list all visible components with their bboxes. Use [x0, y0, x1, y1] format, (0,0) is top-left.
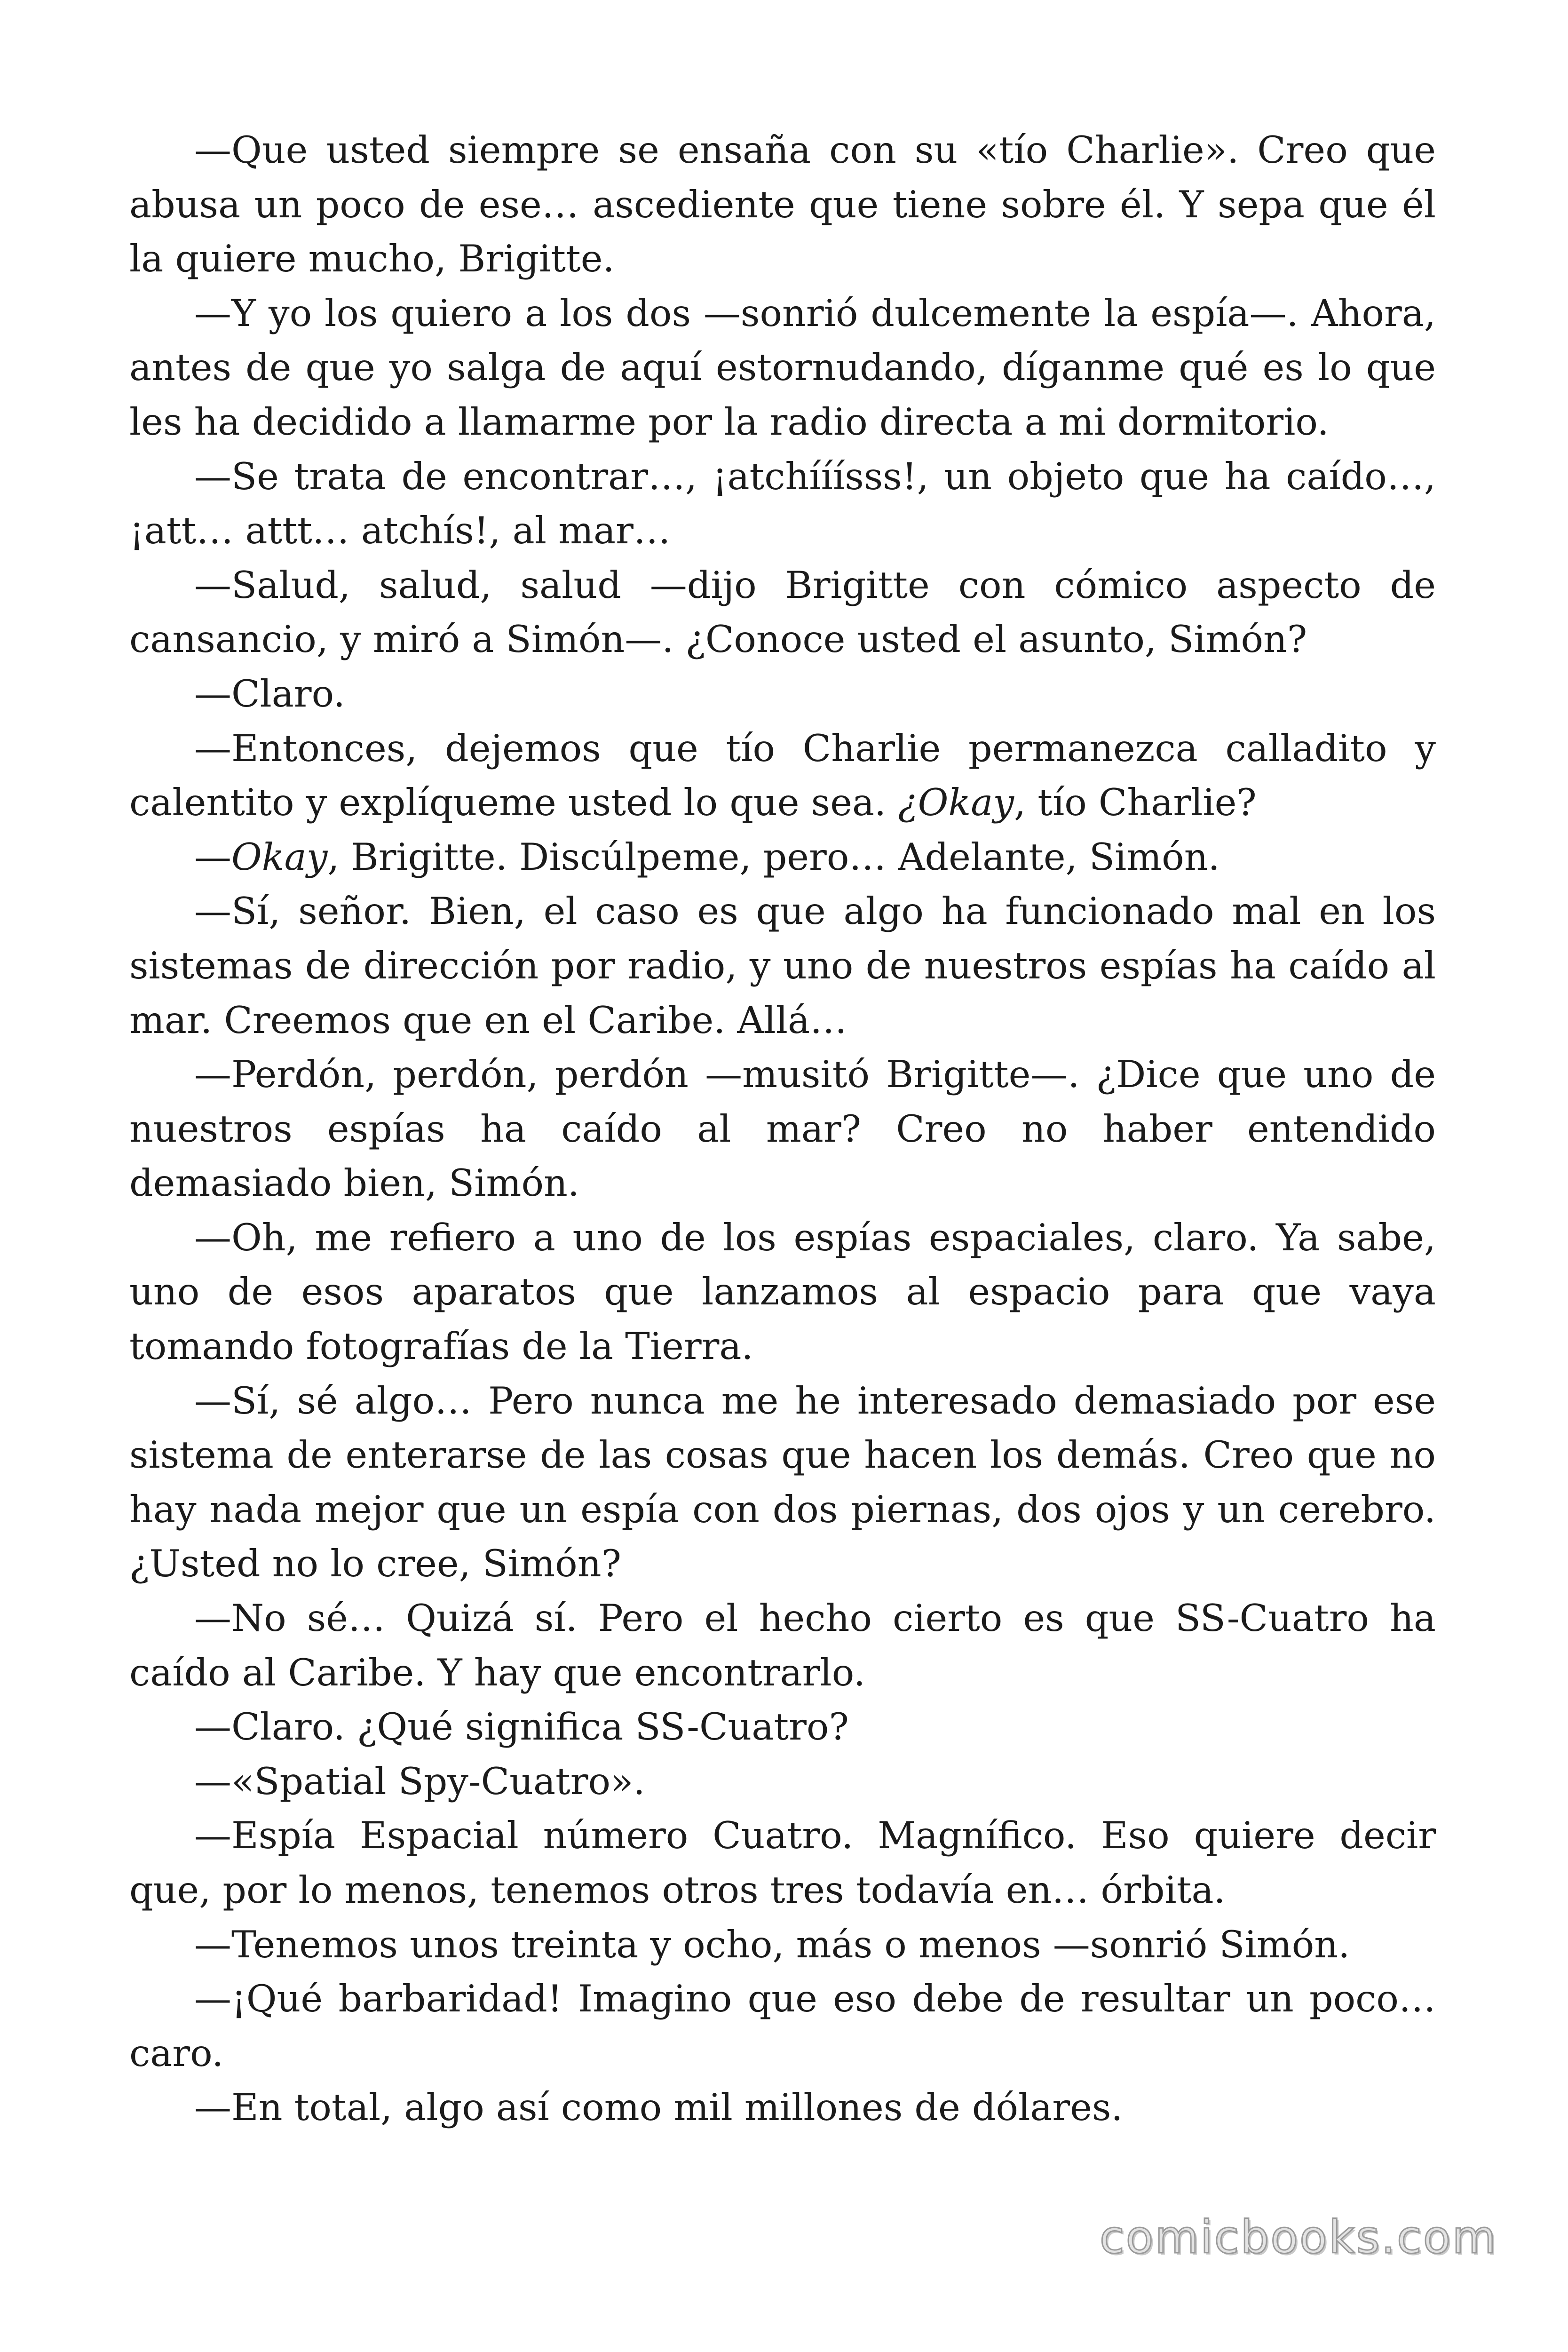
text-segment: —En total, algo así como mil millones de dólares.	[194, 2086, 1123, 2130]
text-segment: —Que usted siempre se ensaña con su «tío Charlie». Creo que abusa un poco de ese… ascediente que tiene sobre él. Y sepa que él la quiere mucho, Brigitte.	[129, 128, 1436, 281]
paragraph	[129, 450, 1436, 558]
paragraph	[129, 1918, 1436, 1972]
text-segment: —Tenemos unos treinta y ocho, más o menos —sonrió Simón.	[194, 1923, 1350, 1966]
text-segment: —	[194, 835, 231, 879]
italic-text-segment: ¿Okay	[898, 781, 1014, 825]
text-segment: —No sé… Quizá sí. Pero el hecho cierto es que SS-Cuatro ha caído al Caribe. Y hay que encontrarlo.	[129, 1597, 1436, 1694]
watermark: comicbooks.com	[1099, 2211, 1497, 2264]
text-segment: —Oh, me refiero a uno de los espías espaciales, claro. Ya sabe, uno de esos aparatos que lanzamos al espacio para que vaya tomando fotografías de la Tierra.	[129, 1216, 1436, 1368]
italic-text-segment: Okay	[231, 835, 328, 879]
text-segment: —Perdón, perdón, perdón —musitó Brigitte—. ¿Dice que uno de nuestros espías ha caído al mar? Creo no haber entendido demasiado bien, Simón.	[129, 1053, 1436, 1205]
text-segment: —Sí, sé algo… Pero nunca me he interesado demasiado por ese sistema de enterarse de las cosas que hacen los demás. Creo que no hay nada mejor que un espía con dos piernas, dos ojos y un cerebro. ¿Usted no lo cree, Simón?	[129, 1379, 1436, 1586]
text-segment: —¡Qué barbaridad! Imagino que eso debe de resultar un poco… caro.	[129, 1977, 1436, 2075]
text-segment: , tío Charlie?	[1014, 781, 1257, 825]
paragraph	[129, 722, 1436, 830]
text-segment: —Se trata de encontrar…, ¡atchííísss!, un objeto que ha caído…, ¡att… attt… atchís!, al mar…	[129, 454, 1436, 553]
text-segment: —Claro. ¿Qué significa SS-Cuatro?	[194, 1705, 849, 1749]
paragraph	[129, 884, 1436, 1048]
paragraph	[129, 558, 1436, 667]
text-segment: —Entonces, dejemos que tío Charlie permanezca calladito y calentito y explíqueme usted lo que sea.	[129, 726, 1436, 825]
paragraph	[129, 1591, 1436, 1700]
text-segment: —«Spatial Spy-Cuatro».	[194, 1759, 645, 1803]
text-segment: —Claro.	[194, 672, 345, 715]
paragraph	[129, 830, 1436, 885]
text-segment: , Brigitte. Discúlpeme, pero… Adelante, Simón.	[327, 835, 1220, 879]
paragraph	[129, 1972, 1436, 2081]
paragraph	[129, 1755, 1436, 1809]
paragraph	[129, 1211, 1436, 1374]
paragraph	[129, 123, 1436, 286]
paragraph	[129, 1809, 1436, 1917]
text-segment: —Sí, señor. Bien, el caso es que algo ha funcionado mal en los sistemas de dirección por radio, y uno de nuestros espías ha caído al mar. Creemos que en el Caribe. Allá…	[129, 890, 1436, 1042]
paragraph	[129, 2081, 1436, 2135]
text-segment: —Salud, salud, salud —dijo Brigitte con cómico aspecto de cansancio, y miró a Simón—. ¿Conoce usted el asunto, Simón?	[129, 563, 1436, 661]
paragraph	[129, 1700, 1436, 1755]
paragraph	[129, 286, 1436, 450]
paragraph	[129, 1048, 1436, 1211]
paragraph	[129, 667, 1436, 722]
text-segment: —Espía Espacial número Cuatro. Magnífico. Eso quiere decir que, por lo menos, tenemos otros tres todavía en… órbita.	[129, 1814, 1436, 1912]
body-text	[129, 123, 1436, 2135]
text-segment: —Y yo los quiero a los dos —sonrió dulcemente la espía—. Ahora, antes de que yo salga de aquí estornudando, díganme qué es lo que les ha decidido a llamarme por la radio directa a mi dormitorio.	[129, 291, 1436, 444]
paragraph	[129, 1374, 1436, 1591]
